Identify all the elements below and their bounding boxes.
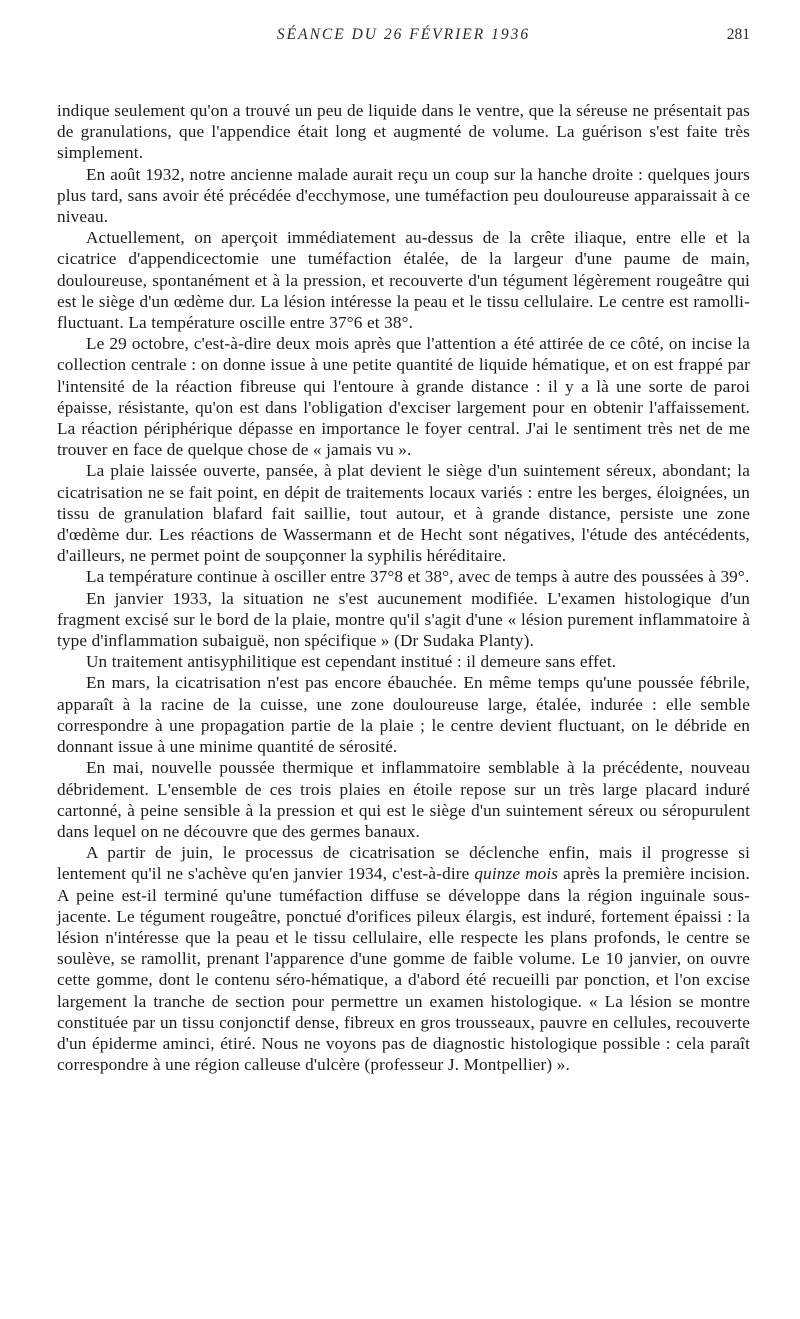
paragraph: En mai, nouvelle poussée thermique et inflammatoire semblable à la précédente, nouveau débridement. L'ensemble de ces trois plaies en étoile repose sur un très large placard induré cartonné, à peine sensible à la pression et qui est le siège d'un suintement séreux ou séropurulent dans lequel on ne découvre que des germes banaux. (57, 758, 750, 841)
page-body (57, 100, 750, 1075)
paragraph: La plaie laissée ouverte, pansée, à plat devient le siège d'un suintement séreux, abondant; la cicatrisation ne se fait point, en dépit de traitements locaux variés : entre les berges, éloignées, un tissu de granulation blafard fait saillie, tout autour, et à grande distance, persiste une zone d'œdème dur. Les réactions de Wassermann et de Hecht sont négatives, l'étude des antécédents, d'ailleurs, ne permet point de soupçonner la syphilis héréditaire. (57, 461, 750, 566)
paragraph: indique seulement qu'on a trouvé un peu de liquide dans le ventre, que la séreuse ne présentait pas de granulations, que l'appendice était long et augmenté de volume. La guérison s'est faite très simplement. (57, 101, 750, 163)
page-number: 281 (726, 26, 750, 43)
paragraph: En mars, la cicatrisation n'est pas encore ébauchée. En même temps qu'une poussée fébrile, apparaît à la racine de la cuisse, une zone douloureuse large, étalée, indurée : elle semble correspondre à une propagation partie de la plaie ; le centre devient fluctuant, on le débride en donnant issue à une minime quantité de sérosité. (57, 673, 750, 757)
emphasis-text: quinze mois (474, 864, 559, 884)
paragraph: En août 1932, notre ancienne malade aurait reçu un coup sur la hanche droite : quelques jours plus tard, sans avoir été précédée d'ecchymose, une tuméfaction peu douloureuse apparaissait à ce niveau. (57, 164, 750, 227)
running-title: SÉANCE DU 26 FÉVRIER 1936 (276, 26, 531, 43)
paragraph: Actuellement, on aperçoit immédiatement au-dessus de la crête iliaque, entre elle et la cicatrice d'appendicectomie une tuméfaction étalée, de la largeur d'une paume de main, douloureuse, spontanément et à la pression, et recouverte d'un tégument légèrement rougeâtre qui est le siège d'un œdème dur. La lésion intéresse la peau et le tissu cellulaire. Le centre est ramolli-fluctuant. La température oscille entre 37°6 et 38°. (57, 228, 750, 333)
page-header (57, 26, 750, 56)
paragraph: Un traitement antisyphilitique est cependant institué : il demeure sans effet. (86, 652, 617, 672)
paragraph-last (57, 842, 750, 1075)
paragraph: En janvier 1933, la situation ne s'est aucunement modifiée. L'examen histologique d'un fragment excisé sur le bord de la plaie, montre qu'il s'agit d'une « lésion purement inflammatoire à type d'inflammation subaiguë, non spécifique » (Dr Sudaka Planty). (57, 588, 750, 651)
paragraph-text: A partir de juin, le processus de cicatrisation se déclenche enfin, mais il progresse si lentement qu'il ne s'achève qu'en janvier 1934, c'est-à-dire (57, 843, 750, 884)
paragraph: La température continue à osciller entre 37°8 et 38°, avec de temps à autre des poussées à 39°. (86, 567, 750, 587)
paragraph-text: après la première incision. A peine est-il terminé qu'une tuméfaction diffuse se développe dans la région inguinale sous-jacente. Le tégument rougeâtre, ponctué d'orifices pileux élargis, est induré, fortement épaissi : la lésion n'intéresse que la peau et le tissu cellulaire, elle respecte les plans profonds, le centre se soulève, se ramollit, prenant l'apparence d'une gomme de faible volume. Le 10 janvier, on ouvre cette gomme, dont le contenu séro-hématique, a d'abord été recueilli par ponction, et l'on excise largement la tranche de section pour permettre un examen histologique. « La lésion se montre constituée par un tissu conjonctif dense, fibreux en gros trousseaux, pauvre en cellules, recouverte d'un épiderme aminci, étiré. Nous ne voyons pas de diagnostic histologique possible : cela paraît correspondre à une région calleuse d'ulcère (professeur J. Montpellier) ». (57, 864, 750, 1075)
paragraph: Le 29 octobre, c'est-à-dire deux mois après que l'attention a été attirée de ce côté, on incise la collection centrale : on donne issue à une petite quantité de liquide hématique, et on est frappé par l'intensité de la réaction fibreuse qui l'entoure à grande distance : il y a là une sorte de paroi épaisse, résistante, qu'on est dans l'obligation d'exciser largement pour en obtenir l'affaissement. La réaction périphérique dépasse en importance le foyer central. J'ai le sentiment très net de me trouver en face de quelque chose de « jamais vu ». (57, 334, 750, 460)
